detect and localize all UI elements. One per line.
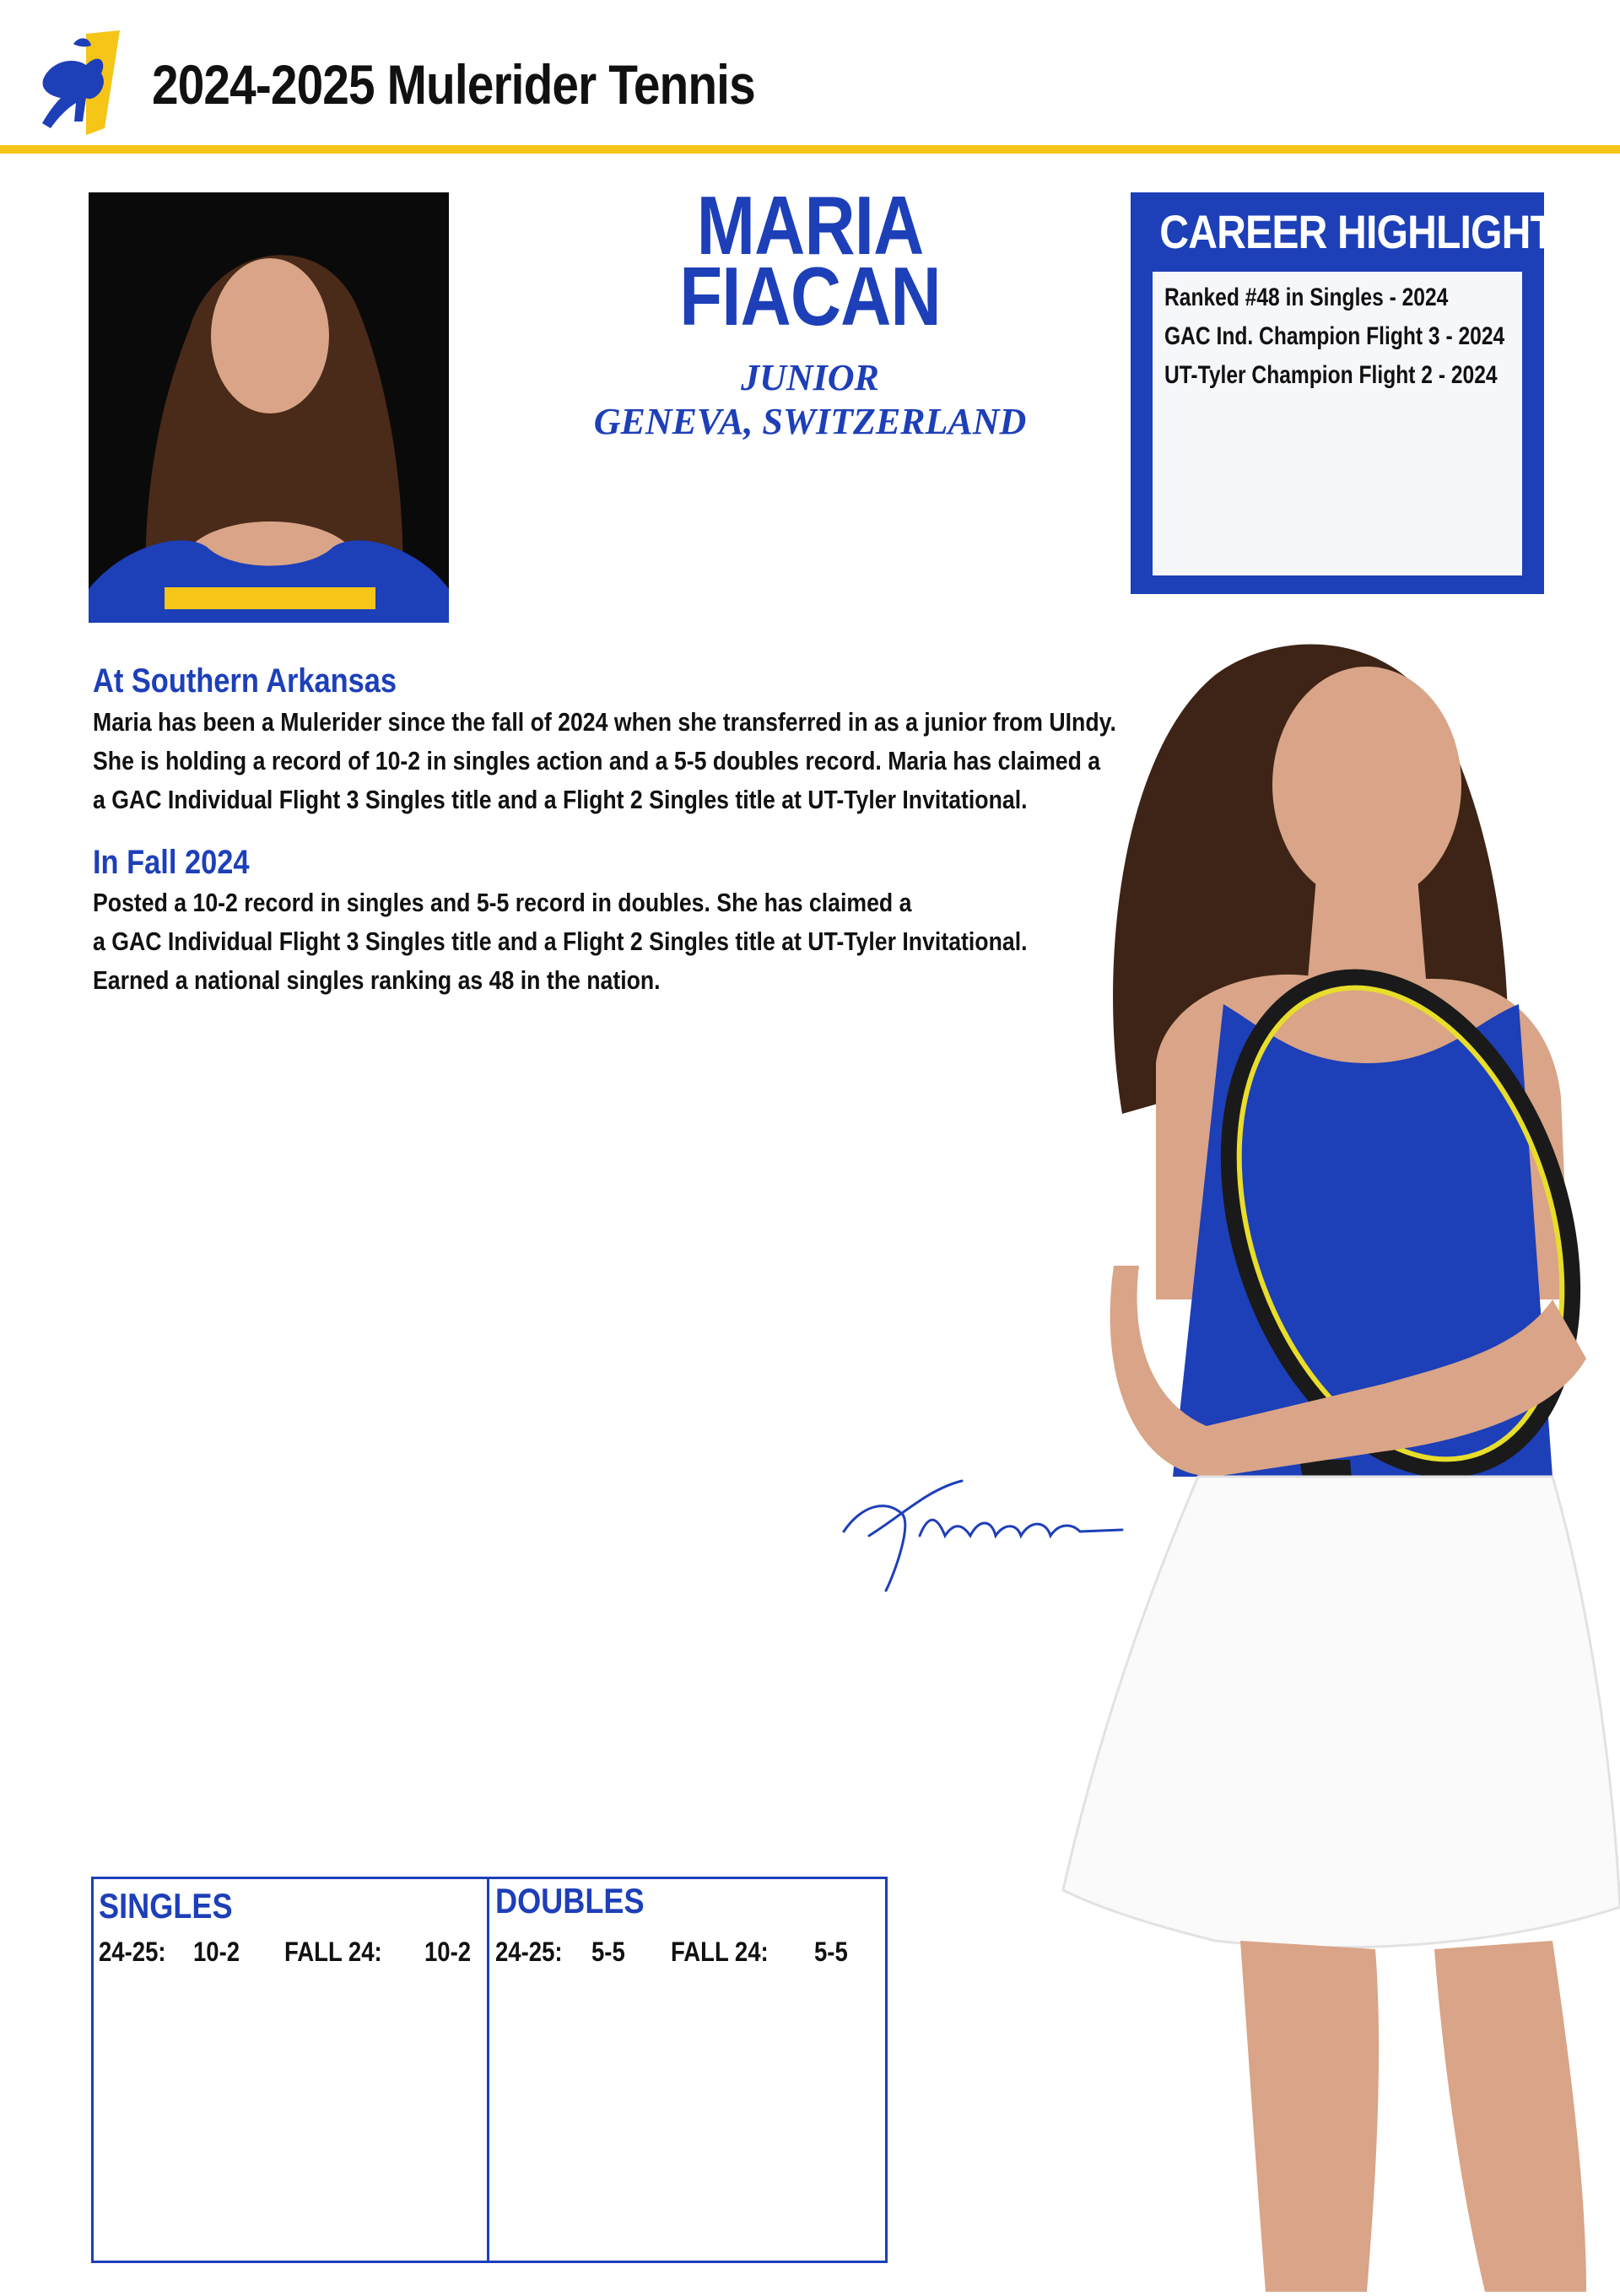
player-action-photo	[1046, 624, 1620, 2292]
bio-heading-fall-2024: In Fall 2024	[93, 844, 250, 881]
doubles-fall-value: 5-5	[814, 1937, 848, 1967]
singles-heading: SINGLES	[99, 1886, 233, 1926]
doubles-season-label: 24-25:	[495, 1937, 563, 1967]
bio-line: Posted a 10-2 record in singles and 5-5 record in doubles. She has claimed a	[93, 888, 912, 917]
highlight-item: GAC Ind. Champion Flight 3 - 2024	[1164, 322, 1505, 350]
bio-line: a GAC Individual Flight 3 Singles title and a Flight 2 Singles title at UT-Tyler Invitational.	[93, 785, 1028, 814]
bio-line: Earned a national singles ranking as 48 in the nation.	[93, 965, 661, 995]
player-hometown: GENEVA, SWITZERLAND	[593, 401, 1027, 442]
doubles-season-value: 5-5	[591, 1937, 625, 1967]
career-highlights-box	[1131, 192, 1581, 594]
player-first-name: MARIA	[696, 179, 924, 272]
player-class: JUNIOR	[741, 357, 879, 398]
singles-fall-label: FALL 24:	[284, 1937, 382, 1967]
player-name	[652, 179, 968, 343]
bio-line: Maria has been a Mulerider since the fall of 2024 when she transferred in as a junior from UIndy.	[93, 707, 1116, 737]
highlight-item: UT-Tyler Champion Flight 2 - 2024	[1164, 361, 1498, 389]
bio-line: a GAC Individual Flight 3 Singles title and a Flight 2 Singles title at UT-Tyler Invitational.	[93, 927, 1028, 956]
stats-box	[91, 1877, 888, 2263]
career-highlights-title: CAREER HIGHLIGHTS	[1159, 205, 1581, 258]
career-highlights-list	[1153, 272, 1522, 575]
highlight-item: Ranked #48 in Singles - 2024	[1164, 284, 1449, 311]
page-title: 2024-2025 Mulerider Tennis	[152, 53, 755, 116]
doubles-fall-label: FALL 24:	[671, 1937, 769, 1967]
singles-season-value: 10-2	[193, 1937, 240, 1967]
doubles-heading: DOUBLES	[495, 1881, 645, 1921]
header-divider	[0, 145, 1620, 154]
mulerider-logo-icon	[27, 27, 128, 137]
player-last-name: FIACAN	[679, 250, 941, 343]
headshot-photo	[89, 192, 449, 623]
singles-fall-value: 10-2	[424, 1937, 472, 1967]
bio-heading-southern-arkansas: At Southern Arkansas	[93, 662, 397, 700]
bio-line: She is holding a record of 10-2 in singles action and a 5-5 doubles record. Maria has claimed a	[93, 746, 1101, 775]
singles-season-label: 24-25:	[99, 1937, 166, 1967]
player-signature	[835, 1456, 1131, 1603]
stats-divider	[487, 1879, 489, 2261]
